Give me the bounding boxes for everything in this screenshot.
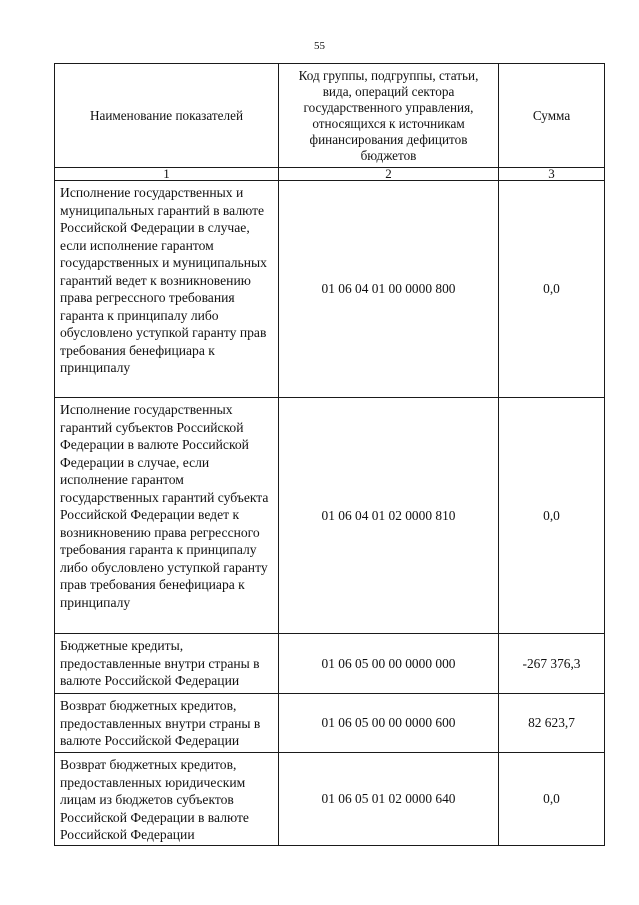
table-header-row xyxy=(55,64,605,168)
classification-code: 01 06 05 01 02 0000 640 xyxy=(279,753,499,846)
classification-code: 01 06 05 00 00 0000 600 xyxy=(279,694,499,753)
amount-value: 0,0 xyxy=(499,398,605,634)
table-row xyxy=(55,753,605,846)
classification-code: 01 06 05 00 00 0000 000 xyxy=(279,634,499,694)
indicator-name: Возврат бюджетных кредитов, предоставленных юридическим лицам из бюджетов субъектов Российской Федерации в валюте Российской Федерации xyxy=(55,753,279,846)
header-amount: Сумма xyxy=(499,64,605,168)
table-row xyxy=(55,694,605,753)
indicator-name: Возврат бюджетных кредитов, предоставленных внутри страны в валюте Российской Федерации xyxy=(55,694,279,753)
amount-value: 0,0 xyxy=(499,753,605,846)
page-number: 55 xyxy=(314,40,325,52)
header-indicator-name: Наименование показателей xyxy=(55,64,279,168)
amount-value: 0,0 xyxy=(499,181,605,398)
table-row xyxy=(55,181,605,398)
amount-value: 82 623,7 xyxy=(499,694,605,753)
column-number: 1 xyxy=(55,168,279,181)
indicator-name: Исполнение государственных и муниципальных гарантий в валюте Российской Федерации в случае, если исполнение гарантом государственных и муниципальных гарантий ведет к возникновению права регрессного требования гаранта к принципалу либо обусловлено уступкой гаранту прав требования бенефициара к принципалу xyxy=(55,181,279,398)
column-number-row xyxy=(55,168,605,181)
classification-code: 01 06 04 01 02 0000 810 xyxy=(279,398,499,634)
indicator-name: Бюджетные кредиты, предоставленные внутри страны в валюте Российской Федерации xyxy=(55,634,279,694)
column-number: 3 xyxy=(499,168,605,181)
budget-sources-table xyxy=(54,63,605,846)
table-row xyxy=(55,634,605,694)
classification-code: 01 06 04 01 00 0000 800 xyxy=(279,181,499,398)
table-row xyxy=(55,398,605,634)
column-number: 2 xyxy=(279,168,499,181)
header-classification-code: Код группы, подгруппы, статьи, вида, операций сектора государственного управления, относящихся к источникам финансирования дефицитов бюджетов xyxy=(279,64,499,168)
amount-value: -267 376,3 xyxy=(499,634,605,694)
indicator-name: Исполнение государственных гарантий субъектов Российской Федерации в валюте Российской Федерации в случае, если исполнение гарантом государственных гарантий субъекта Российской Федерации ведет к возникновению права регрессного требования гаранта к принципалу либо обусловлено уступкой гаранту прав требования бенефициара к принципалу xyxy=(55,398,279,634)
